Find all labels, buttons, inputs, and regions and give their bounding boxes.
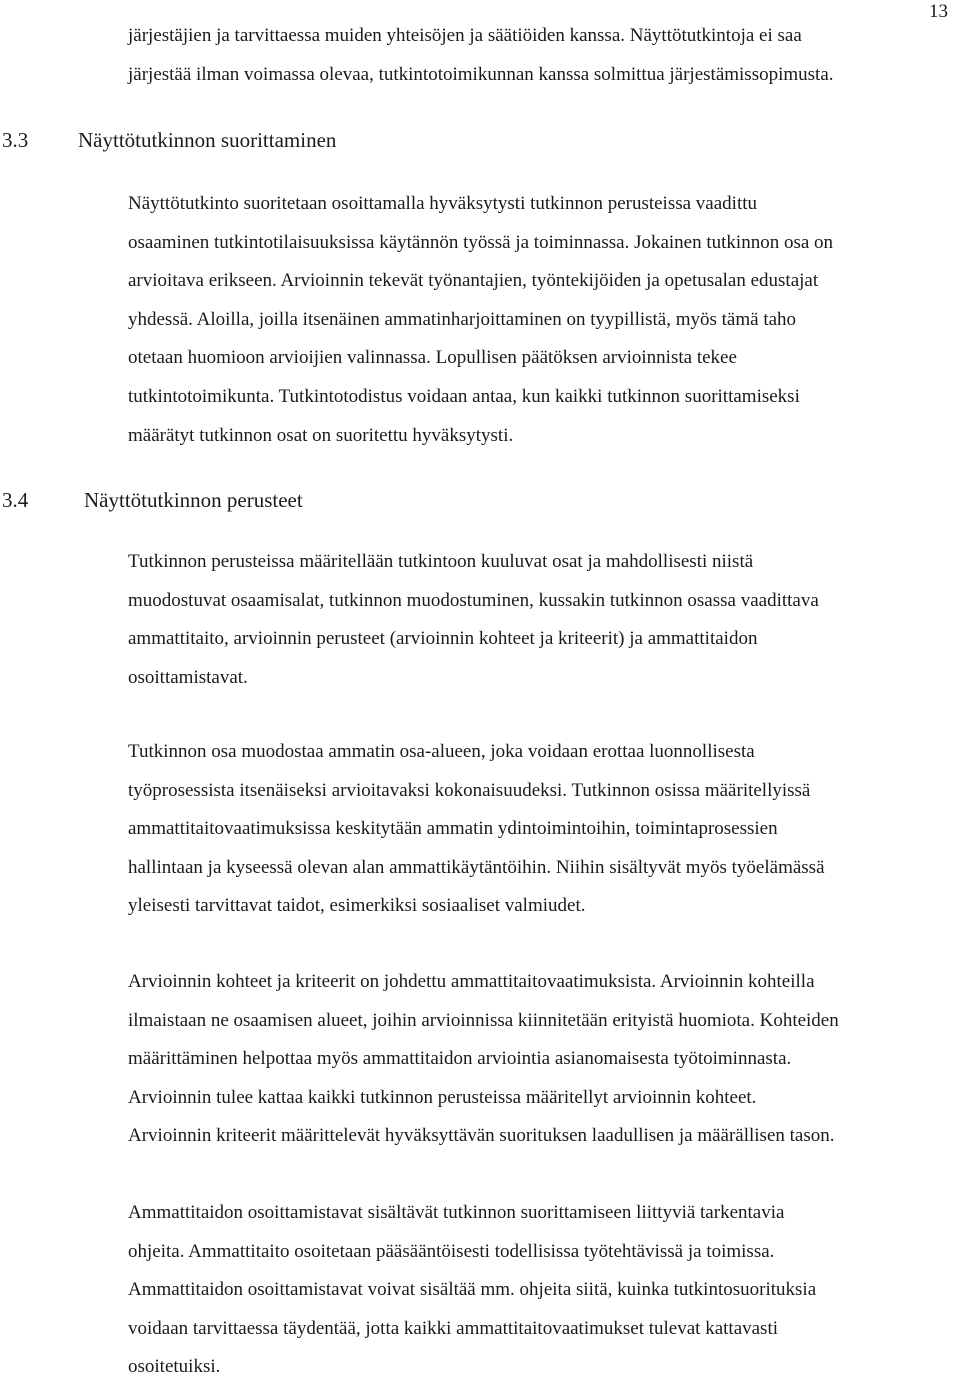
section-number: 3.4 <box>2 488 29 512</box>
section-number: 3.3 <box>2 128 29 152</box>
section-title: Näyttötutkinnon suorittaminen <box>78 128 337 152</box>
text-line: työprosessista itsenäiseksi arvioitavaksi kokonaisuudeksi. Tutkinnon osissa määritellyissä <box>128 779 811 801</box>
text-line: järjestää ilman voimassa olevaa, tutkintotoimikunnan kanssa solmittua järjestämissopimusta. <box>128 63 834 85</box>
text-line: ammattitaito, arvioinnin perusteet (arvioinnin kohteet ja kriteerit) ja ammattitaidon <box>128 628 758 650</box>
text-line: Ammattitaidon osoittamistavat sisältävät tutkinnon suorittamiseen liittyviä tarkentavia <box>128 1202 785 1223</box>
text-line: voidaan tarvittaessa täydentää, jotta kaikki ammattitaitovaatimukset tulevat kattavasti <box>128 1317 779 1339</box>
text-line: tutkintotoimikunta. Tutkintotodistus voidaan antaa, kun kaikki tutkinnon suorittamiseksi <box>128 385 800 407</box>
page-number: 13 <box>929 1 948 22</box>
text-line: hallintaan ja kyseessä olevan alan ammattikäytäntöihin. Niihin sisältyvät myös työelämässä <box>128 856 825 878</box>
section-heading-3-3 <box>2 126 336 154</box>
text-line: ohjeita. Ammattitaito osoitetaan pääsääntöisesti todellisissa työtehtävissä ja toimissa. <box>128 1240 775 1262</box>
section-3-4-paragraph-3 <box>128 963 958 1156</box>
text-line: osoittamistavat. <box>128 666 248 688</box>
text-line: ammattitaitovaatimuksissa keskitytään ammatin ydintoimintoihin, toimintaprosessien <box>128 818 778 840</box>
intro-paragraph <box>128 17 958 94</box>
text-line: arvioitava erikseen. Arvioinnin tekevät työnantajien, työntekijöiden ja opetusalan edustajat <box>128 270 819 292</box>
section-heading-3-4 <box>2 486 303 514</box>
text-line: Tutkinnon osa muodostaa ammatin osa-alueen, joka voidaan erottaa luonnollisesta <box>128 741 755 762</box>
text-line: Arvioinnin kriteerit määrittelevät hyväksyttävän suorituksen laadullisen ja määrällisen tason. <box>128 1125 835 1147</box>
text-line: Arvioinnin kohteet ja kriteerit on johdettu ammattitaitovaatimuksista. Arvioinnin kohteilla <box>128 971 815 992</box>
text-line: yleisesti tarvittavat taidot, esimerkiksi sosiaaliset valmiudet. <box>128 895 586 917</box>
text-line: yhdessä. Aloilla, joilla itsenäinen ammatinharjoittaminen on tyypillistä, myös tämä taho <box>128 308 797 330</box>
section-3-3-paragraph <box>128 185 958 455</box>
text-line: muodostuvat osaamisalat, tutkinnon muodostuminen, kussakin tutkinnon osassa vaadittava <box>128 589 819 611</box>
section-3-4-paragraph-2 <box>128 733 958 926</box>
section-title: Näyttötutkinnon perusteet <box>84 488 303 512</box>
text-line: Arvioinnin tulee kattaa kaikki tutkinnon perusteissa määritellyt arvioinnin kohteet. <box>128 1086 757 1108</box>
text-line: Näyttötutkinto suoritetaan osoittamalla hyväksytysti tutkinnon perusteissa vaadittu <box>128 193 758 214</box>
section-3-4-paragraph-1 <box>128 543 958 697</box>
text-line: osaaminen tutkintotilaisuuksissa käytännön työssä ja toiminnassa. Jokainen tutkinnon osa on <box>128 231 834 253</box>
text-line: järjestäjien ja tarvittaessa muiden yhteisöjen ja säätiöiden kanssa. Näyttötutkintoja ei saa <box>128 25 802 46</box>
text-line: otetaan huomioon arvioijien valinnassa. Lopullisen päätöksen arvioinnista tekee <box>128 347 737 369</box>
text-line: määrittäminen helpottaa myös ammattitaidon arviointia asianomaisesta työtoiminnasta. <box>128 1048 792 1070</box>
text-line: Ammattitaidon osoittamistavat voivat sisältää mm. ohjeita siitä, kuinka tutkintosuorituksia <box>128 1279 817 1301</box>
text-line: osoitetuiksi. <box>128 1356 221 1378</box>
text-line: määrätyt tutkinnon osat on suoritettu hyväksytysti. <box>128 424 514 446</box>
text-line: Tutkinnon perusteissa määritellään tutkintoon kuuluvat osat ja mahdollisesti niistä <box>128 551 754 572</box>
text-line: ilmaistaan ne osaamisen alueet, joihin arvioinnissa kiinnitetään erityistä huomiota. Kohteiden <box>128 1009 839 1031</box>
section-3-4-paragraph-4 <box>128 1194 958 1387</box>
